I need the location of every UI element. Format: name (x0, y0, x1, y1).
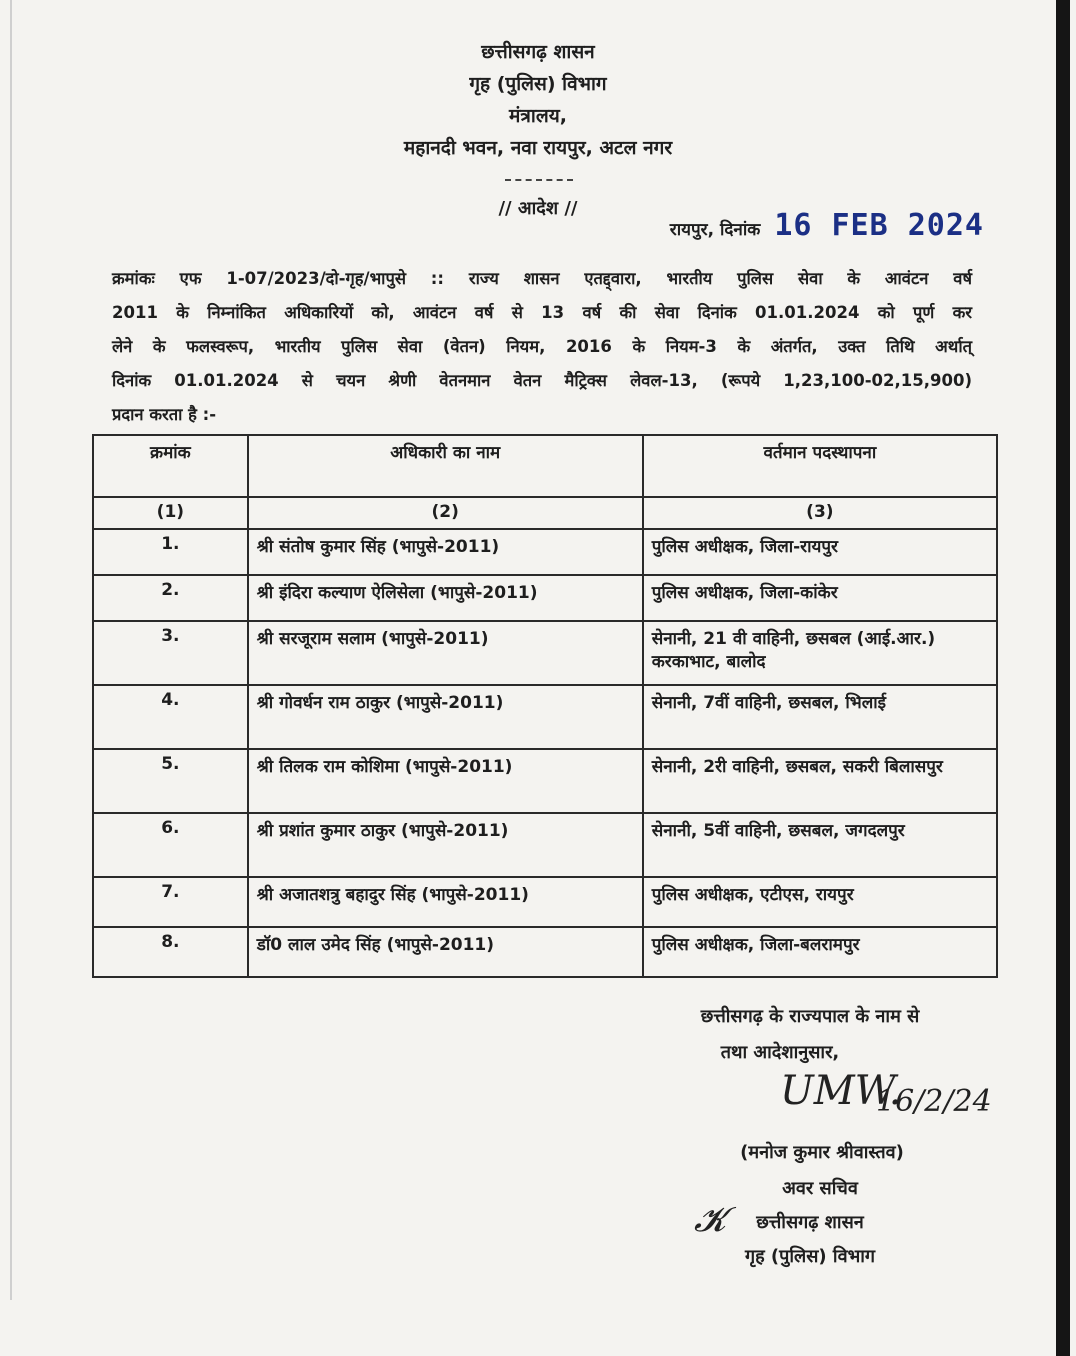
serial-cell: 2. (93, 575, 248, 621)
header-ministry: मंत्रालय, (509, 105, 567, 127)
posting-cell: सेनानी, 7वीं वाहिनी, छसबल, भिलाई (643, 685, 997, 749)
table-row (93, 877, 997, 927)
order-body (112, 262, 972, 432)
signature-authority-line1: छत्तीसगढ़ के राज्यपाल के नाम से (700, 1006, 920, 1027)
serial-cell: 8. (93, 927, 248, 977)
posting-cell: सेनानी, 5वीं वाहिनी, छसबल, जगदलपुर (643, 813, 997, 877)
table-row (93, 813, 997, 877)
index-cell: (3) (643, 497, 997, 529)
handwritten-signature-date: 16/2/24 (876, 1084, 992, 1119)
header-current-posting: वर्तमान पदस्थापना (643, 435, 997, 497)
page-edge-line (10, 0, 12, 1300)
handwritten-initial: 𝓚 (694, 1200, 726, 1240)
table-row (93, 749, 997, 813)
signature-authority-line2: तथा आदेशानुसार, (720, 1042, 840, 1063)
header-officer-name: अधिकारी का नाम (248, 435, 643, 497)
officers-table (92, 434, 998, 978)
body-line: लेने के फलस्वरूप, भारतीय पुलिस सेवा (वेतन) नियम, 2016 के नियम-3 के अंतर्गत, उक्त तिथि अर्थात् (112, 337, 972, 356)
posting-cell: सेनानी, 21 वी वाहिनी, छसबल (आई.आर.) करकाभाट, बालोद (643, 621, 997, 685)
header-serial: क्रमांक (93, 435, 248, 497)
officer-name-cell: श्री इंदिरा कल्याण ऐलिसेला (भापुसे-2011) (248, 575, 643, 621)
table-row (93, 685, 997, 749)
table-row (93, 529, 997, 575)
index-cell: (1) (93, 497, 248, 529)
header-department: गृह (पुलिस) विभाग (469, 73, 607, 95)
table-row (93, 621, 997, 685)
table-index-row (93, 497, 997, 529)
officer-name-cell: श्री तिलक राम कोशिमा (भापुसे-2011) (248, 749, 643, 813)
signatory-org-line2: गृह (पुलिस) विभाग (744, 1246, 876, 1267)
officer-name-cell: श्री गोवर्धन राम ठाकुर (भापुसे-2011) (248, 685, 643, 749)
body-line: 2011 के निम्नांकित अधिकारियों को, आवंटन वर्ष से 13 वर्ष की सेवा दिनांक 01.01.2024 को पूर्ण कर (112, 303, 972, 322)
header-divider (505, 179, 573, 181)
body-line: क्रमांकः एफ 1-07/2023/दो-गृह/भापुसे :: राज्य शासन एतद्द्वारा, भारतीय पुलिस सेवा के आवंटन वर्ष (112, 269, 972, 288)
serial-cell: 4. (93, 685, 248, 749)
officer-name-cell: डॉ0 लाल उमेद सिंह (भापुसे-2011) (248, 927, 643, 977)
table-header-row (93, 435, 997, 497)
date-stamp: 16 FEB 2024 (774, 208, 984, 243)
posting-cell: पुलिस अधीक्षक, जिला-रायपुर (643, 529, 997, 575)
serial-cell: 7. (93, 877, 248, 927)
officer-name-cell: श्री संतोष कुमार सिंह (भापुसे-2011) (248, 529, 643, 575)
posting-cell: सेनानी, 2री वाहिनी, छसबल, सकरी बिलासपुर (643, 749, 997, 813)
index-cell: (2) (248, 497, 643, 529)
posting-cell: पुलिस अधीक्षक, जिला-बलरामपुर (643, 927, 997, 977)
signatory-org-line1: छत्तीसगढ़ शासन (756, 1212, 864, 1233)
officer-name-cell: श्री प्रशांत कुमार ठाकुर (भापुसे-2011) (248, 813, 643, 877)
order-title: // आदेश // (498, 198, 578, 219)
header-government: छत्तीसगढ़ शासन (481, 41, 595, 63)
officer-name-cell: श्री सरजूराम सलाम (भापुसे-2011) (248, 621, 643, 685)
table-row (93, 575, 997, 621)
table-row (93, 927, 997, 977)
serial-cell: 3. (93, 621, 248, 685)
date-line (670, 208, 984, 243)
serial-cell: 6. (93, 813, 248, 877)
signatory-name: (मनोज कुमार श्रीवास्तव) (740, 1142, 904, 1163)
date-place-label: रायपुर, दिनांक (669, 220, 761, 240)
serial-cell: 5. (93, 749, 248, 813)
serial-cell: 1. (93, 529, 248, 575)
posting-cell: पुलिस अधीक्षक, जिला-कांकेर (643, 575, 997, 621)
handwritten-signature: UMW. (780, 1068, 902, 1114)
officer-name-cell: श्री अजातशत्रु बहादुर सिंह (भापुसे-2011) (248, 877, 643, 927)
body-line: प्रदान करता है :- (112, 405, 217, 424)
posting-cell: पुलिस अधीक्षक, एटीएस, रायपुर (643, 877, 997, 927)
header-address: महानदी भवन, नवा रायपुर, अटल नगर (403, 137, 673, 159)
signatory-designation: अवर सचिव (782, 1178, 858, 1199)
body-line: दिनांक 01.01.2024 से चयन श्रेणी वेतनमान वेतन मैट्रिक्स लेवल-13, (रूपये 1,23,100-02,15,900) (112, 371, 972, 390)
